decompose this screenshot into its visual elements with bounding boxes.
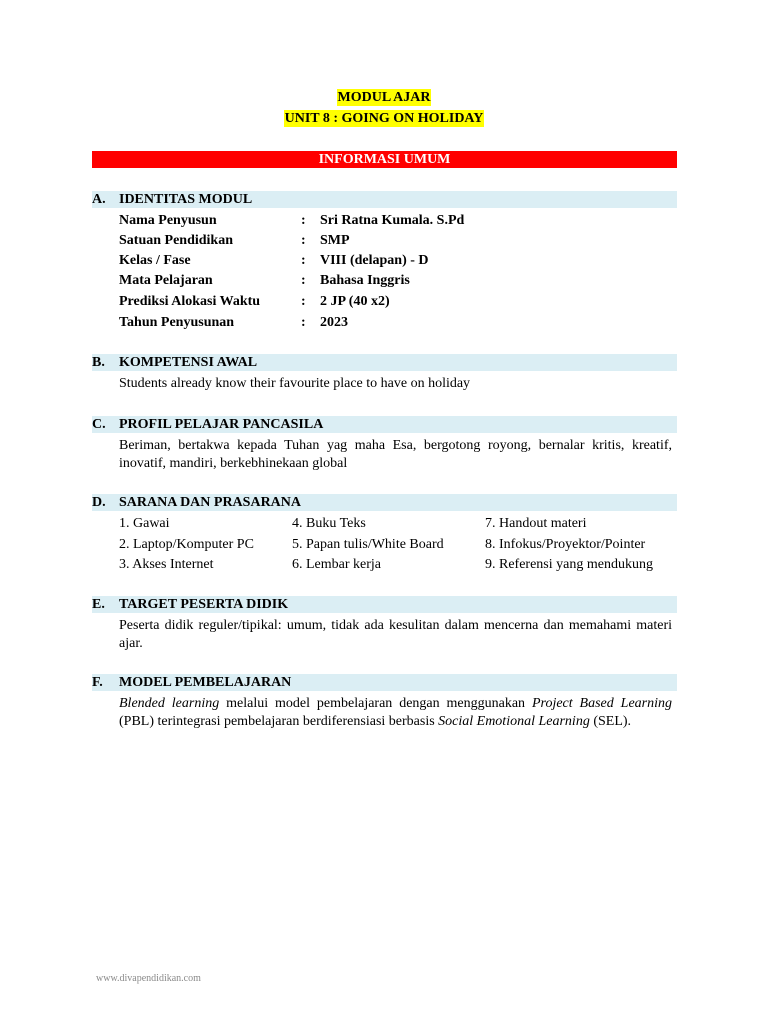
identitas-sep: : [301,273,306,288]
section-letter: D. [92,495,106,510]
sarana-item: 8. Infokus/Proyektor/Pointer [485,537,646,552]
section-title: PROFIL PELAJAR PANCASILA [119,417,324,432]
model-term-blended: Blended learning [119,696,220,711]
informasi-umum-banner: INFORMASI UMUM [92,151,677,168]
identitas-sep: : [301,294,306,309]
document-title [0,88,768,130]
model-term-sel: Social Emotional Learning [438,714,590,729]
identitas-sep: : [301,315,306,330]
profil-text: Beriman, bertakwa kepada Tuhan yag maha Esa, bergotong royong, bernalar kritis, kreatif, inovatif, mandiri, berkebhinekaan global [119,438,672,471]
kompetensi-text: Students already know their favourite place to have on holiday [119,376,471,391]
section-profil-header [92,416,677,433]
identitas-value: Bahasa Inggris [320,273,410,288]
identitas-value: 2 JP (40 x2) [320,294,390,309]
model-text-part: (PBL) terintegrasi pembelajaran berdiferensiasi berbasis [119,714,439,729]
sarana-item: 2. Laptop/Komputer PC [119,537,254,552]
identitas-key: Nama Penyusun [119,213,217,228]
identitas-key: Satuan Pendidikan [119,233,233,248]
section-title: MODEL PEMBELAJARAN [119,675,292,690]
section-letter: F. [92,675,103,690]
model-text-part: (SEL). [589,714,632,729]
sarana-item: 5. Papan tulis/White Board [292,537,444,552]
section-sarana-header [92,494,677,511]
identitas-sep: : [301,253,306,268]
identitas-value: Sri Ratna Kumala. S.Pd [320,213,465,228]
identitas-row [119,293,679,313]
identitas-key: Mata Pelajaran [119,273,213,288]
section-letter: E. [92,597,105,612]
section-letter: B. [92,355,105,370]
identitas-key: Prediksi Alokasi Waktu [119,294,261,309]
identitas-key: Kelas / Fase [119,253,191,268]
identitas-row [119,212,679,232]
identitas-row [119,272,679,292]
sarana-item: 1. Gawai [119,516,170,531]
section-letter: C. [92,417,106,432]
identitas-sep: : [301,213,306,228]
title-line-2: UNIT 8 : GOING ON HOLIDAY [284,111,484,126]
model-text-part: melalui model pembelajaran dengan menggunakan [219,696,532,711]
footer-watermark: www.divapendidikan.com [96,973,201,984]
section-title: KOMPETENSI AWAL [119,355,258,370]
sarana-item: 4. Buku Teks [292,516,366,531]
section-target-header [92,596,677,613]
model-text [119,695,672,731]
section-title: TARGET PESERTA DIDIK [119,597,289,612]
section-kompetensi-header [92,354,677,371]
identitas-row [119,232,679,252]
identitas-sep: : [301,233,306,248]
identitas-key: Tahun Penyusunan [119,315,235,330]
identitas-row [119,252,679,272]
identitas-value: VIII (delapan) - D [320,253,429,268]
section-model-header [92,674,677,691]
identitas-row [119,314,679,334]
model-term-pbl: Project Based Learning [531,696,673,711]
section-title: IDENTITAS MODUL [119,192,253,207]
sarana-item: 6. Lembar kerja [292,557,382,572]
section-letter: A. [92,192,106,207]
title-line-1: MODUL AJAR [337,90,431,105]
sarana-item: 7. Handout materi [485,516,587,531]
sarana-item: 3. Akses Internet [119,557,214,572]
identitas-value: 2023 [320,315,348,330]
identitas-value: SMP [320,233,350,248]
section-identitas-header [92,191,677,208]
sarana-item: 9. Referensi yang mendukung [485,557,653,572]
target-text: Peserta didik reguler/tipikal: umum, tidak ada kesulitan dalam mencerna dan memahami materi ajar. [119,618,672,651]
section-title: SARANA DAN PRASARANA [119,495,302,510]
